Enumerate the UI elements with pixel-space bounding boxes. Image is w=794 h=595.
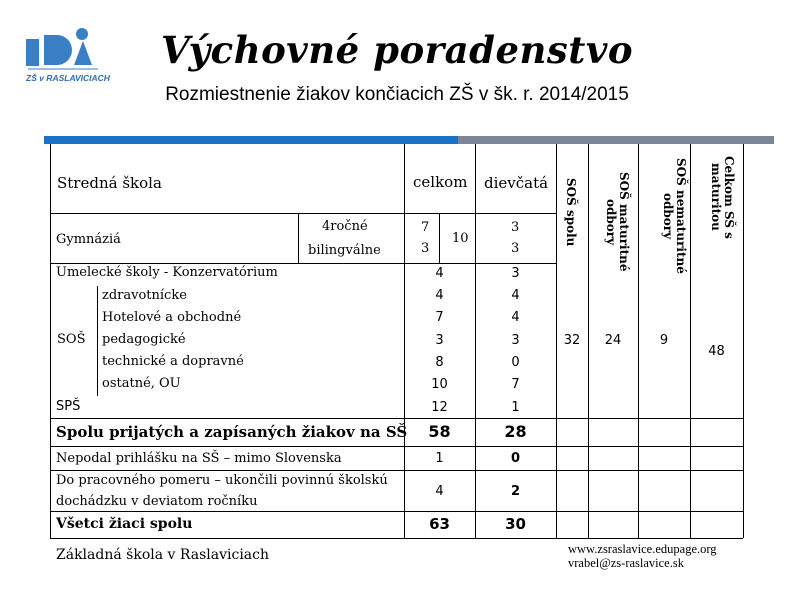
- ukoncil-label-line1: Do pracovného pomeru – ukončili povinnú školskú: [56, 473, 388, 488]
- header-ss-maturitou: Celkom SŠ s maturitou: [709, 155, 736, 239]
- sos-row-girls: 3: [511, 333, 520, 348]
- header-girls: dievčatá: [484, 174, 549, 192]
- header-school: Stredná škola: [57, 174, 162, 192]
- gymnazia-girls2: 3: [511, 241, 520, 256]
- umelecke-label: Umelecké školy - Konzervatórium: [56, 265, 278, 280]
- sos-row-label: zdravotnícke: [102, 288, 187, 303]
- summary-ss-maturitou: 48: [708, 344, 725, 359]
- sps-girls: 1: [511, 400, 520, 415]
- logo-text: ZŠ v RASLAVICIACH: [26, 73, 110, 83]
- sos-row-label: ostatné, OU: [102, 376, 181, 391]
- vsetci-label: Všetci žiaci spolu: [56, 516, 193, 532]
- header-total: celkom: [413, 173, 468, 191]
- header-sos-maturitne: SOŠ maturitné odbory: [604, 172, 631, 272]
- sos-row-girls: 4: [511, 288, 520, 303]
- gymnazia-girls1: 3: [511, 220, 520, 235]
- sos-row-label: pedagogické: [102, 332, 186, 347]
- sos-row-total: 7: [435, 310, 444, 325]
- sos-row-total: 10: [431, 377, 448, 392]
- sos-label: SOŠ: [57, 332, 86, 347]
- nepodal-label: Nepodal prihlášku na SŠ – mimo Slovenska: [56, 451, 342, 466]
- ukoncil-label-line2: dochádzku v deviatom ročníku: [56, 494, 258, 509]
- nepodal-total: 1: [435, 451, 444, 466]
- spolu-total: 58: [428, 422, 451, 441]
- ukoncil-total: 4: [435, 484, 444, 499]
- spolu-label: Spolu prijatých a zapísaných žiakov na SŠ: [56, 423, 408, 441]
- sos-row-total: 4: [435, 288, 444, 303]
- page-title: Výchovné poradenstvo: [160, 28, 634, 72]
- footer-email[interactable]: vrabel@zs-raslavice.sk: [568, 556, 684, 570]
- umelecke-girls: 3: [511, 266, 520, 281]
- vsetci-total: 63: [429, 515, 450, 533]
- sos-row-girls: 4: [511, 310, 520, 325]
- sos-row-total: 3: [435, 333, 444, 348]
- summary-sos-total: 32: [563, 333, 581, 348]
- umelecke-total: 4: [435, 266, 444, 281]
- nepodal-girls: 0: [510, 451, 521, 466]
- footer-web[interactable]: www.zsraslavice.edupage.org: [568, 542, 717, 556]
- ukoncil-girls: 2: [510, 484, 521, 499]
- footer-school: Základná škola v Raslaviciach: [56, 547, 270, 563]
- gymnazia-sub2: bilingválne: [308, 243, 381, 258]
- gymnazia-total1: 7: [421, 220, 430, 235]
- gymnazia-label: Gymnáziá: [56, 232, 121, 247]
- gymnazia-sub1: 4ročné: [322, 219, 368, 234]
- gymnazia-total-sum: 10: [452, 231, 469, 246]
- summary-nematuritne: 9: [659, 333, 669, 348]
- sos-row-girls: 0: [511, 355, 520, 370]
- sps-label: SPŠ: [56, 399, 81, 414]
- gymnazia-total2: 3: [421, 241, 430, 256]
- sps-total: 12: [431, 400, 448, 415]
- summary-maturitne: 24: [604, 333, 622, 348]
- spolu-girls: 28: [504, 422, 527, 441]
- sos-row-total: 8: [435, 355, 444, 370]
- sos-row-girls: 7: [511, 377, 520, 392]
- header-sos-nematuritne: SOŠ nematuritné odbory: [661, 158, 688, 274]
- sos-row-label: technické a dopravné: [102, 354, 244, 369]
- vsetci-girls: 30: [505, 515, 526, 533]
- header-sos-total: SOŠ spolu: [564, 177, 578, 247]
- page-subtitle: Rozmiestnenie žiakov končiacich ZŠ v šk. r. 2014/2015: [165, 84, 629, 105]
- sos-row-label: Hotelové a obchodné: [102, 310, 242, 325]
